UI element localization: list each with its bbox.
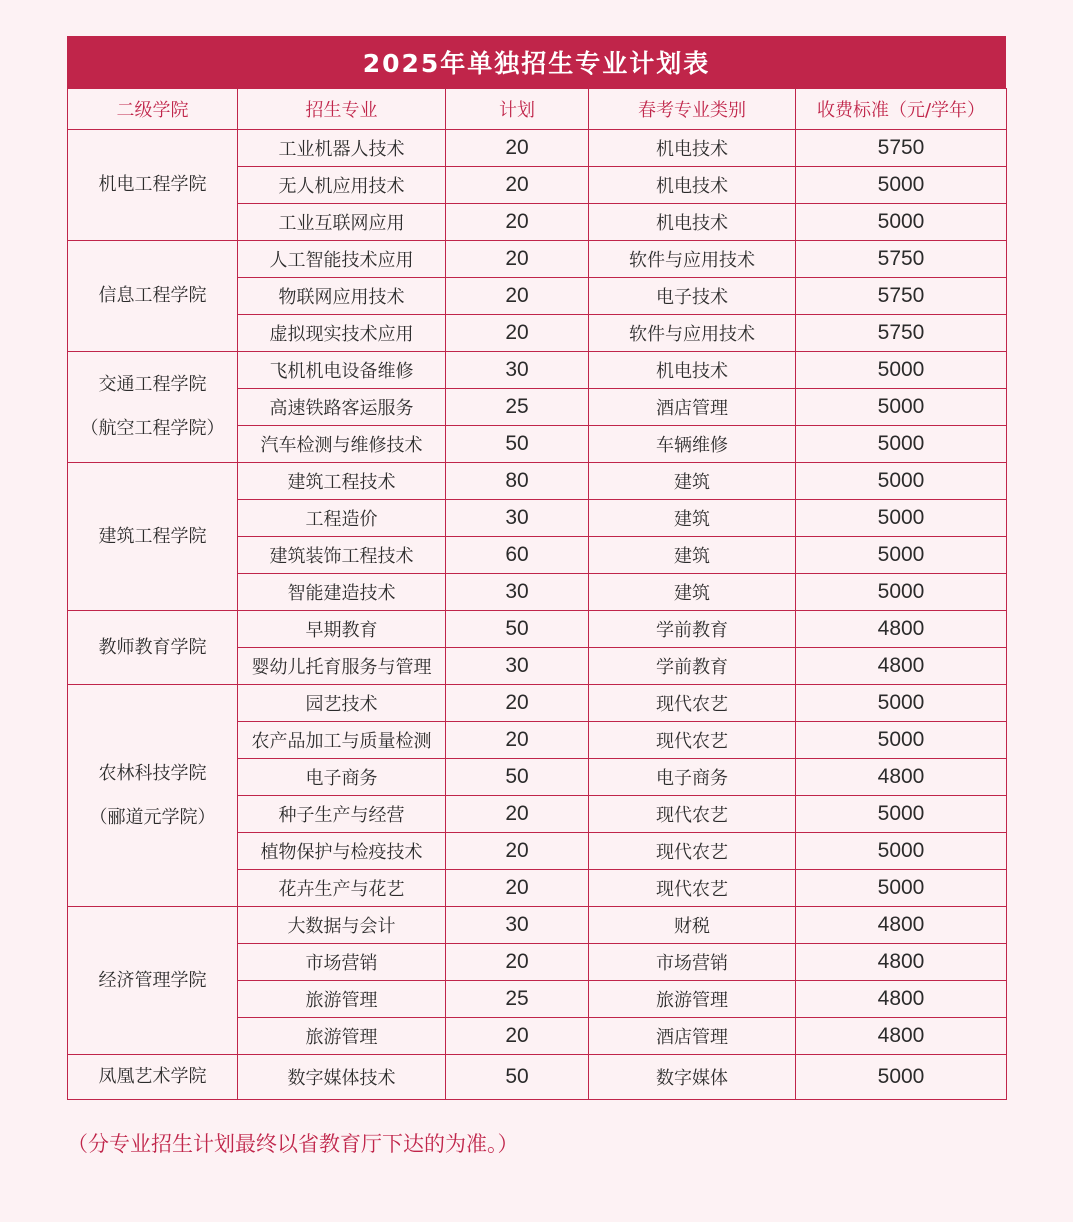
fee-cell: 5000	[796, 204, 1007, 241]
table-row	[68, 685, 1007, 722]
fee-cell: 5000	[796, 352, 1007, 389]
category-cell: 学前教育	[589, 648, 796, 685]
category-cell: 机电技术	[589, 352, 796, 389]
major-cell: 数字媒体技术	[238, 1055, 446, 1100]
major-cell: 电子商务	[238, 759, 446, 796]
major-cell: 工业互联网应用	[238, 204, 446, 241]
category-cell: 学前教育	[589, 611, 796, 648]
fee-cell: 5000	[796, 722, 1007, 759]
category-cell: 机电技术	[589, 167, 796, 204]
major-cell: 旅游管理	[238, 1018, 446, 1055]
college-name-line: 信息工程学院	[98, 285, 207, 306]
plan-cell: 30	[446, 352, 589, 389]
college-cell	[68, 130, 238, 241]
category-cell: 电子商务	[589, 759, 796, 796]
plan-cell: 20	[446, 1018, 589, 1055]
plan-cell: 60	[446, 537, 589, 574]
table-row	[68, 907, 1007, 944]
plan-cell: 20	[446, 796, 589, 833]
plan-cell: 20	[446, 278, 589, 315]
fee-cell: 5750	[796, 315, 1007, 352]
plan-cell: 20	[446, 167, 589, 204]
college-cell	[68, 907, 238, 1055]
category-cell: 现代农艺	[589, 833, 796, 870]
header-plan: 计划	[446, 89, 589, 130]
college-name-line: 教师教育学院	[98, 636, 207, 658]
major-cell: 高速铁路客运服务	[238, 389, 446, 426]
category-cell: 机电技术	[589, 130, 796, 167]
major-cell: 市场营销	[238, 944, 446, 981]
major-cell: 汽车检测与维修技术	[238, 426, 446, 463]
college-name-line: 经济管理学院	[98, 969, 207, 991]
category-cell: 机电技术	[589, 204, 796, 241]
college-cell	[68, 1055, 238, 1100]
fee-cell: 5000	[796, 426, 1007, 463]
table-row	[68, 1055, 1007, 1100]
college-name-line: 农林科技学院	[98, 762, 207, 784]
plan-cell: 30	[446, 907, 589, 944]
college-name-line: （航空工程学院）	[80, 418, 225, 439]
plan-table	[67, 88, 1007, 1100]
college-name-line: 交通工程学院	[98, 374, 207, 395]
fee-cell: 5000	[796, 463, 1007, 500]
plan-cell: 20	[446, 204, 589, 241]
plan-cell: 30	[446, 648, 589, 685]
college-cell	[68, 611, 238, 685]
category-cell: 建筑	[589, 574, 796, 611]
fee-cell: 4800	[796, 1018, 1007, 1055]
category-cell: 数字媒体	[589, 1055, 796, 1100]
category-cell: 建筑	[589, 463, 796, 500]
plan-cell: 20	[446, 685, 589, 722]
plan-cell: 20	[446, 870, 589, 907]
fee-cell: 5000	[796, 685, 1007, 722]
college-name-line: 机电工程学院	[98, 174, 207, 195]
category-cell: 软件与应用技术	[589, 241, 796, 278]
college-cell	[68, 352, 238, 463]
plan-cell: 20	[446, 130, 589, 167]
major-cell: 种子生产与经营	[238, 796, 446, 833]
major-cell: 工业机器人技术	[238, 130, 446, 167]
fee-cell: 5000	[796, 389, 1007, 426]
category-cell: 现代农艺	[589, 722, 796, 759]
plan-cell: 25	[446, 981, 589, 1018]
major-cell: 植物保护与检疫技术	[238, 833, 446, 870]
category-cell: 财税	[589, 907, 796, 944]
fee-cell: 4800	[796, 907, 1007, 944]
plan-cell: 50	[446, 1055, 589, 1100]
plan-table-container	[67, 36, 1006, 1100]
major-cell: 建筑工程技术	[238, 463, 446, 500]
fee-cell: 5750	[796, 130, 1007, 167]
fee-cell: 4800	[796, 648, 1007, 685]
category-cell: 酒店管理	[589, 1018, 796, 1055]
plan-cell: 30	[446, 500, 589, 537]
plan-cell: 50	[446, 426, 589, 463]
table-row	[68, 241, 1007, 278]
category-cell: 车辆维修	[589, 426, 796, 463]
header-fee: 收费标准（元/学年）	[796, 89, 1007, 130]
fee-cell: 5000	[796, 833, 1007, 870]
major-cell: 建筑装饰工程技术	[238, 537, 446, 574]
fee-cell: 4800	[796, 944, 1007, 981]
plan-cell: 25	[446, 389, 589, 426]
plan-cell: 20	[446, 722, 589, 759]
category-cell: 现代农艺	[589, 685, 796, 722]
table-title: 2025年单独招生专业计划表	[67, 36, 1006, 88]
plan-cell: 50	[446, 759, 589, 796]
category-cell: 软件与应用技术	[589, 315, 796, 352]
fee-cell: 5750	[796, 241, 1007, 278]
category-cell: 建筑	[589, 537, 796, 574]
college-cell	[68, 463, 238, 611]
major-cell: 飞机机电设备维修	[238, 352, 446, 389]
plan-cell: 50	[446, 611, 589, 648]
fee-cell: 5000	[796, 574, 1007, 611]
table-row	[68, 130, 1007, 167]
college-name-line: 建筑工程学院	[98, 525, 207, 547]
fee-cell: 4800	[796, 981, 1007, 1018]
major-cell: 物联网应用技术	[238, 278, 446, 315]
fee-cell: 5000	[796, 500, 1007, 537]
plan-cell: 20	[446, 944, 589, 981]
header-major: 招生专业	[238, 89, 446, 130]
header-college: 二级学院	[68, 89, 238, 130]
major-cell: 园艺技术	[238, 685, 446, 722]
college-name-line: 凤凰艺术学院	[98, 1066, 207, 1087]
fee-cell: 4800	[796, 759, 1007, 796]
major-cell: 人工智能技术应用	[238, 241, 446, 278]
major-cell: 花卉生产与花艺	[238, 870, 446, 907]
fee-cell: 5000	[796, 167, 1007, 204]
major-cell: 农产品加工与质量检测	[238, 722, 446, 759]
major-cell: 无人机应用技术	[238, 167, 446, 204]
category-cell: 旅游管理	[589, 981, 796, 1018]
plan-cell: 20	[446, 315, 589, 352]
college-cell	[68, 685, 238, 907]
major-cell: 工程造价	[238, 500, 446, 537]
category-cell: 现代农艺	[589, 870, 796, 907]
category-cell: 市场营销	[589, 944, 796, 981]
table-row	[68, 611, 1007, 648]
major-cell: 大数据与会计	[238, 907, 446, 944]
major-cell: 虚拟现实技术应用	[238, 315, 446, 352]
plan-cell: 30	[446, 574, 589, 611]
table-row	[68, 352, 1007, 389]
college-name-line: （郦道元学院）	[89, 806, 216, 828]
category-cell: 现代农艺	[589, 796, 796, 833]
footnote: （分专业招生计划最终以省教育厅下达的为准。）	[67, 1132, 519, 1156]
category-cell: 电子技术	[589, 278, 796, 315]
fee-cell: 5000	[796, 870, 1007, 907]
major-cell: 早期教育	[238, 611, 446, 648]
plan-cell: 20	[446, 833, 589, 870]
category-cell: 酒店管理	[589, 389, 796, 426]
major-cell: 旅游管理	[238, 981, 446, 1018]
fee-cell: 4800	[796, 611, 1007, 648]
major-cell: 婴幼儿托育服务与管理	[238, 648, 446, 685]
table-row	[68, 463, 1007, 500]
fee-cell: 5000	[796, 537, 1007, 574]
major-cell: 智能建造技术	[238, 574, 446, 611]
plan-cell: 80	[446, 463, 589, 500]
plan-cell: 20	[446, 241, 589, 278]
fee-cell: 5000	[796, 796, 1007, 833]
category-cell: 建筑	[589, 500, 796, 537]
fee-cell: 5750	[796, 278, 1007, 315]
header-row	[68, 89, 1007, 130]
college-cell	[68, 241, 238, 352]
header-category: 春考专业类别	[589, 89, 796, 130]
fee-cell: 5000	[796, 1055, 1007, 1100]
